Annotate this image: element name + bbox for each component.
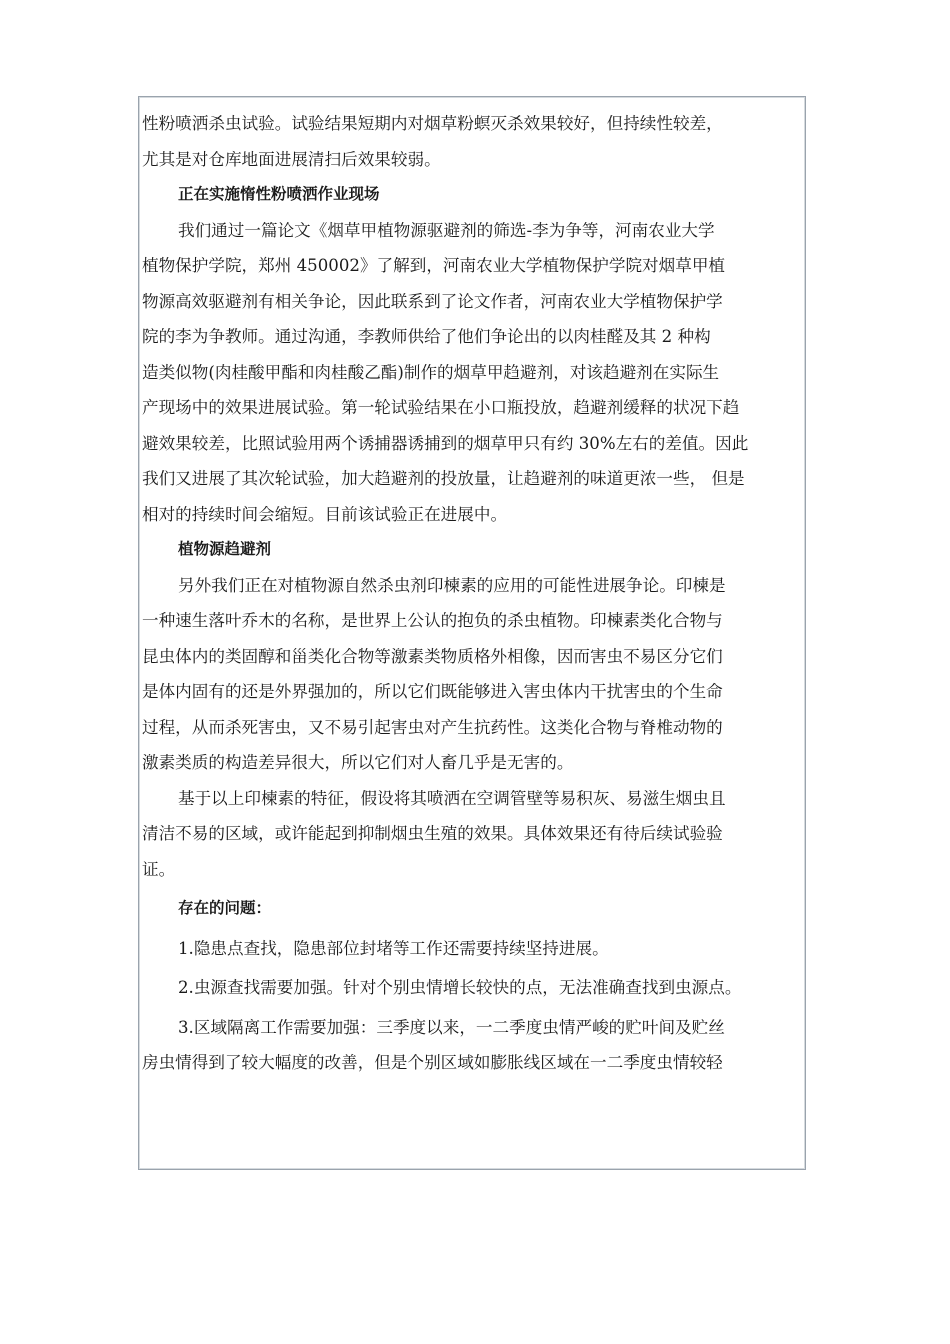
text-line: 激素类质的构造差异很大，所以它们对人畜几乎是无害的。 bbox=[142, 753, 574, 772]
section-heading-plant-repellent: 植物源趋避剂 bbox=[178, 540, 272, 558]
section-heading-spraying: 正在实施惰性粉喷洒作业现场 bbox=[178, 185, 380, 203]
text-line: 证。 bbox=[142, 859, 176, 879]
section-heading-issues: 存在的问题： bbox=[178, 899, 272, 917]
text-line: 物源高效驱避剂有相关争论，因此联系到了论文作者，河南农业大学植物保护学 bbox=[142, 291, 723, 311]
text-line: 昆虫体内的类固醇和甾类化合物等激素类物质格外相像，因而害虫不易区分它们 bbox=[142, 646, 723, 666]
text-line: 基于以上印楝素的特征，假设将其喷洒在空调管壁等易积灰、易滋生烟虫且 bbox=[178, 788, 726, 808]
list-item: 1.隐患点查找，隐患部位封堵等工作还需要持续坚持进展。 bbox=[178, 938, 609, 958]
text-line: 尤其是对仓库地面进展清扫后效果较弱。 bbox=[142, 149, 441, 169]
text-line: 房虫情得到了较大幅度的改善，但是个别区域如膨胀线区域在一二季度虫情较轻 bbox=[142, 1053, 723, 1072]
text-line: 造类似物(肉桂酸甲酯和肉桂酸乙酯)制作的烟草甲趋避剂，对该趋避剂在实际生 bbox=[142, 362, 720, 382]
list-item: 2.虫源查找需要加强。针对个别虫情增长较快的点，无法准确查找到虫源点。 bbox=[178, 978, 742, 997]
text-line: 院的李为争教师。通过沟通，李教师供给了他们争论出的以肉桂醛及其 2 种构 bbox=[142, 327, 711, 346]
text-line: 清洁不易的区域，或许能起到抑制烟虫生殖的效果。具体效果还有待后续试验验 bbox=[142, 824, 723, 843]
list-item: 3.区域隔离工作需要加强：三季度以来，一二季度虫情严峻的贮叶间及贮丝 bbox=[178, 1017, 725, 1037]
text-line: 避效果较差，比照试验用两个诱捕器诱捕到的烟草甲只有约 30%左右的差值。因此 bbox=[142, 433, 749, 453]
document-body bbox=[142, 106, 804, 1081]
text-line: 我们又进展了其次轮试验，加大趋避剂的投放量，让趋避剂的味道更浓一些， 但是 bbox=[142, 469, 745, 488]
text-line: 产现场中的效果进展试验。第一轮试验结果在小口瓶投放，趋避剂缓释的状况下趋 bbox=[142, 398, 740, 417]
text-line: 相对的持续时间会缩短。目前该试验正在进展中。 bbox=[142, 504, 508, 524]
text-line: 是体内固有的还是外界强加的，所以它们既能够进入害虫体内干扰害虫的个生命 bbox=[142, 682, 723, 701]
text-line: 另外我们正在对植物源自然杀虫剂印楝素的应用的可能性进展争论。印楝是 bbox=[178, 575, 726, 595]
text-line: 一种速生落叶乔木的名称，是世界上公认的抱负的杀虫植物。印楝素类化合物与 bbox=[142, 611, 723, 630]
text-line: 植物保护学院，郑州 450002》了解到，河南农业大学植物保护学院对烟草甲植 bbox=[142, 256, 726, 275]
text-line: 我们通过一篇论文《烟草甲植物源驱避剂的筛选-李为争等，河南农业大学 bbox=[178, 220, 715, 240]
text-line: 过程，从而杀死害虫，又不易引起害虫对产生抗药性。这类化合物与脊椎动物的 bbox=[142, 717, 723, 737]
text-line: 性粉喷洒杀虫试验。试验结果短期内对烟草粉螟灭杀效果较好，但持续性较差， bbox=[142, 114, 723, 133]
